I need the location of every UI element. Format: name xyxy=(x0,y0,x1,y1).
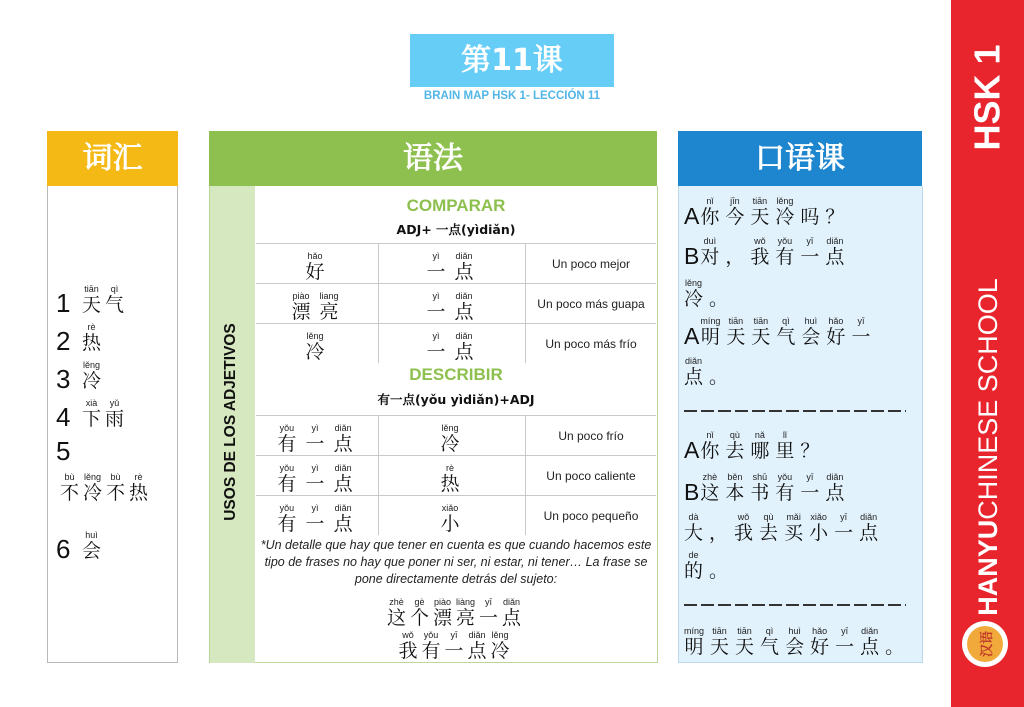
hanzi: 漂 xyxy=(432,607,452,629)
pinyin: diǎn xyxy=(503,597,521,607)
hanzi: 冷 xyxy=(490,640,510,662)
hanzi: 小 xyxy=(440,513,460,535)
hanzi: 一 xyxy=(800,246,820,268)
pinyin: wǒ xyxy=(754,236,766,246)
pinyin: yì xyxy=(311,503,319,513)
grammar-header: 语法 xyxy=(209,131,657,186)
hanzi: 明 xyxy=(700,326,720,348)
dialogue-line xyxy=(684,472,850,504)
hanzi: 一 xyxy=(305,473,325,495)
hanzi: 会 xyxy=(785,636,805,658)
pinyin: yī xyxy=(485,597,493,607)
hanzi: 热 xyxy=(440,473,460,495)
hanzi: 点 xyxy=(333,473,353,495)
hanzi: 点 xyxy=(825,482,845,504)
hanzi: 去 xyxy=(725,440,745,462)
lesson-title: 第11课 xyxy=(410,34,614,87)
pinyin: lěng xyxy=(685,278,703,288)
logo-text: 汉语 xyxy=(967,626,1003,662)
pinyin: yì xyxy=(432,251,440,261)
pinyin: yǔ xyxy=(109,398,120,408)
dialogue-line xyxy=(684,512,884,544)
ruby-char xyxy=(105,398,124,430)
hanzi: 我 xyxy=(398,640,418,662)
pinyin: yī xyxy=(857,316,865,326)
dialogue-line xyxy=(684,196,850,228)
vocab-item xyxy=(56,322,105,354)
hanzi: 有 xyxy=(277,513,297,535)
youyidian-cell xyxy=(256,496,379,536)
hanzi: 点 xyxy=(467,640,487,662)
pinyin: rè xyxy=(134,472,143,482)
hanzi: 点 xyxy=(825,246,845,268)
hanzi: 有 xyxy=(277,433,297,455)
pinyin: hǎo xyxy=(828,316,844,326)
dashed-divider xyxy=(684,604,906,606)
hanzi: 明 xyxy=(684,636,704,658)
pinyin: dà xyxy=(688,512,699,522)
hanzi: 冷 xyxy=(305,341,325,363)
adj-cell xyxy=(256,244,379,284)
hanzi: 一 xyxy=(444,640,464,662)
pinyin: liang xyxy=(319,291,339,301)
vocab-item xyxy=(56,360,105,392)
hanzi: 一 xyxy=(800,482,820,504)
pinyin: qì xyxy=(765,626,774,636)
example-sentence xyxy=(256,630,656,662)
adj-cell xyxy=(256,284,379,324)
translation-cell: Un poco pequeño xyxy=(526,496,657,536)
hanzi: 会 xyxy=(82,540,102,562)
pinyin: wǒ xyxy=(737,512,750,522)
pinyin: diǎn xyxy=(826,472,844,482)
ruby-char xyxy=(83,472,102,504)
dialogue-line xyxy=(684,316,876,348)
pinyin: yì xyxy=(311,423,319,433)
hanzi: 一 xyxy=(834,522,854,544)
pinyin: lěng xyxy=(776,196,794,206)
hanzi: 有 xyxy=(421,640,441,662)
pinyin: qì xyxy=(110,284,119,294)
compare-title: COMPARAR xyxy=(406,196,506,215)
pinyin: hǎo xyxy=(812,626,828,636)
pinyin: diǎn xyxy=(685,356,703,366)
dialogue-line xyxy=(684,356,734,388)
hanzi: 买 xyxy=(784,522,804,544)
dialogue-line xyxy=(684,278,734,310)
translation-cell: Un poco mejor xyxy=(526,244,657,284)
pinyin: běn xyxy=(727,472,743,482)
translation-cell: Un poco caliente xyxy=(526,456,657,496)
pinyin: bù xyxy=(110,472,121,482)
pinyin: yī xyxy=(806,236,814,246)
yidian-cell xyxy=(379,324,526,364)
translation-cell: Un poco frío xyxy=(526,416,657,456)
school-name-bold: HANYU xyxy=(973,519,1003,616)
pinyin: diǎn xyxy=(334,423,352,433)
hanzi: 这 xyxy=(386,607,406,629)
hanzi: ， xyxy=(709,522,729,544)
pinyin: qù xyxy=(729,430,740,440)
hanzi: 吗 xyxy=(800,206,820,228)
pinyin: wǒ xyxy=(402,630,414,640)
pinyin: yī xyxy=(841,626,849,636)
vocab-item xyxy=(56,530,105,562)
pinyin: hǎo xyxy=(307,251,323,261)
youyidian-cell xyxy=(256,456,379,496)
pinyin: mǎi xyxy=(786,512,801,522)
pinyin: xiǎo xyxy=(441,503,459,513)
vocab-item xyxy=(56,398,128,430)
hanzi: 点 xyxy=(502,607,522,629)
ruby-char xyxy=(129,472,148,504)
adj-cell xyxy=(379,496,526,536)
pinyin: liàng xyxy=(456,597,476,607)
hanzi: 亮 xyxy=(456,607,476,629)
pinyin: tiān xyxy=(728,316,744,326)
ruby-char xyxy=(82,322,101,354)
vocab-number: 5 xyxy=(56,436,71,466)
hanzi: 天 xyxy=(710,636,730,658)
describe-title: DESCRIBIR xyxy=(409,365,503,384)
pinyin: diǎn xyxy=(861,626,879,636)
pinyin: piào xyxy=(433,597,451,607)
pinyin: diǎn xyxy=(860,512,878,522)
school-logo-icon xyxy=(962,621,1008,667)
hanzi: 里 xyxy=(775,440,795,462)
describe-table xyxy=(256,415,656,535)
yidian-cell xyxy=(379,244,526,284)
vocab-item-chars xyxy=(60,472,152,504)
pinyin: lěng xyxy=(84,472,102,482)
hanzi: 今 xyxy=(725,206,745,228)
pinyin: tiān xyxy=(737,626,752,636)
speaker-label: A xyxy=(684,323,700,349)
hanzi: 。 xyxy=(709,366,729,388)
table-row xyxy=(256,416,656,456)
pinyin: tiān xyxy=(84,284,99,294)
hanzi: 热 xyxy=(129,482,149,504)
pinyin: nǐ xyxy=(706,430,714,440)
vocab-item xyxy=(56,284,128,316)
pinyin: qù xyxy=(763,512,774,522)
table-row xyxy=(256,284,656,324)
pinyin: xià xyxy=(85,398,98,408)
table-row xyxy=(256,496,656,536)
pinyin: huì xyxy=(788,626,801,636)
pinyin: diǎn xyxy=(334,503,352,513)
pinyin: yǒu xyxy=(279,423,295,433)
hanzi: 有 xyxy=(277,473,297,495)
hanzi: 对 xyxy=(700,246,720,268)
vocab-number: 1 xyxy=(56,288,71,318)
table-row xyxy=(256,244,656,284)
hanzi: 个 xyxy=(409,607,429,629)
hanzi: 天 xyxy=(82,294,102,316)
pinyin: rè xyxy=(445,463,454,473)
hanzi: 不 xyxy=(106,482,126,504)
pinyin: lěng xyxy=(306,331,324,341)
ruby-char xyxy=(82,360,101,392)
hanzi: 漂 xyxy=(291,301,311,323)
example-sentence xyxy=(256,597,656,629)
hanzi: 气 xyxy=(776,326,796,348)
hanzi: 下 xyxy=(82,408,102,430)
adj-cell xyxy=(379,416,526,456)
describe-formula: 有一点(yǒu yìdiǎn)+ADJ xyxy=(377,392,535,407)
grammar-note: *Un detalle que hay que tener en cuenta es que cuando hacemos este tipo de frases no hay que poner ni ser, ni estar, ni tener… La frase se pone directamente detrás del sujeto: xyxy=(260,538,652,586)
pinyin: yǒu xyxy=(279,463,295,473)
hanzi: 一 xyxy=(479,607,499,629)
hanzi: 好 xyxy=(826,326,846,348)
hanzi: 我 xyxy=(750,246,770,268)
hanzi: 热 xyxy=(82,332,102,354)
hanzi: 冷 xyxy=(775,206,795,228)
hanzi: 天 xyxy=(726,326,746,348)
ruby-char xyxy=(82,530,101,562)
hanzi: 。 xyxy=(885,636,905,658)
hanzi: 冷 xyxy=(82,370,102,392)
hanzi: 点 xyxy=(333,433,353,455)
hanzi: 书 xyxy=(750,482,770,504)
speaker-label: B xyxy=(684,479,700,505)
hanzi: 一 xyxy=(835,636,855,658)
hanzi: 去 xyxy=(759,522,779,544)
hanzi: 冷 xyxy=(440,433,460,455)
hanzi: 好 xyxy=(305,261,325,283)
hanzi: 一 xyxy=(426,301,446,323)
hanzi: 点 xyxy=(859,522,879,544)
pinyin: yī xyxy=(450,630,458,640)
pinyin: zhè xyxy=(389,597,404,607)
hanzi: 天 xyxy=(751,326,771,348)
dialogue-line xyxy=(684,550,734,582)
pinyin: yǒu xyxy=(777,236,793,246)
pinyin: shū xyxy=(752,472,768,482)
hanzi: 。 xyxy=(709,560,729,582)
hanzi: 点 xyxy=(860,636,880,658)
pinyin: nǐ xyxy=(706,196,714,206)
dashed-divider xyxy=(684,410,906,412)
vocab-number: 4 xyxy=(56,402,71,432)
hanzi: 天 xyxy=(735,636,755,658)
pinyin: diǎn xyxy=(455,331,473,341)
hanzi: 有 xyxy=(775,482,795,504)
compare-formula: ADJ+ 一点(yìdiǎn) xyxy=(396,222,516,237)
pinyin: yǒu xyxy=(423,630,439,640)
pinyin: nǎ xyxy=(754,430,765,440)
compare-table xyxy=(256,243,656,363)
hanzi: 点 xyxy=(454,341,474,363)
pinyin: yǒu xyxy=(777,472,793,482)
hanzi: 有 xyxy=(775,246,795,268)
pinyin: lěng xyxy=(491,630,509,640)
table-row xyxy=(256,324,656,364)
ruby-char xyxy=(105,284,124,316)
pinyin: yī xyxy=(806,472,814,482)
pinyin: tiān xyxy=(712,626,727,636)
hanzi: ？ xyxy=(825,206,845,228)
pinyin: diǎn xyxy=(455,251,473,261)
school-name-rest: CHINESE SCHOOL xyxy=(973,278,1003,520)
hanzi: 我 xyxy=(734,522,754,544)
translation-cell: Un poco más frío xyxy=(526,324,657,364)
pinyin: diǎn xyxy=(334,463,352,473)
translation-cell: Un poco más guapa xyxy=(526,284,657,324)
pinyin: zhè xyxy=(702,472,718,482)
hanzi: 你 xyxy=(700,440,720,462)
speaker-label: B xyxy=(684,243,700,269)
pinyin: piào xyxy=(292,291,310,301)
hanzi: 点 xyxy=(333,513,353,535)
table-row xyxy=(256,456,656,496)
hanzi: 点 xyxy=(454,261,474,283)
speaker-label: A xyxy=(684,203,700,229)
speaker-label: A xyxy=(684,437,700,463)
ruby-char xyxy=(82,398,101,430)
vocab-panel xyxy=(47,186,178,663)
hanzi: 一 xyxy=(305,513,325,535)
dialogue-line xyxy=(684,236,850,268)
hanzi: 不 xyxy=(60,482,80,504)
pinyin: de xyxy=(688,550,699,560)
oral-header: 口语课 xyxy=(678,131,922,186)
hanzi: 一 xyxy=(426,341,446,363)
youyidian-cell xyxy=(256,416,379,456)
pinyin: qì xyxy=(782,316,790,326)
hanzi: ？ xyxy=(800,440,820,462)
grammar-side-label: USOS DE LOS ADJETIVOS xyxy=(222,323,239,521)
hanzi: 。 xyxy=(709,288,729,310)
vocab-number: 6 xyxy=(56,534,71,564)
ruby-char xyxy=(106,472,125,504)
dialogue-line xyxy=(684,430,825,462)
pinyin: diǎn xyxy=(455,291,473,301)
vocab-number: 3 xyxy=(56,364,71,394)
hanzi: ， xyxy=(725,246,745,268)
hanzi: 一 xyxy=(305,433,325,455)
pinyin: jīn xyxy=(730,196,740,206)
pinyin: tiān xyxy=(753,316,769,326)
pinyin: tiān xyxy=(752,196,768,206)
pinyin: xiǎo xyxy=(810,512,827,522)
ruby-char xyxy=(82,284,101,316)
pinyin: yǒu xyxy=(279,503,295,513)
pinyin: diǎn xyxy=(826,236,844,246)
pinyin: bù xyxy=(64,472,75,482)
hanzi: 冷 xyxy=(684,288,704,310)
hanzi: 小 xyxy=(809,522,829,544)
hanzi: 哪 xyxy=(750,440,770,462)
adj-cell xyxy=(256,324,379,364)
pinyin: lǐ xyxy=(782,430,787,440)
hanzi: 气 xyxy=(760,636,780,658)
hanzi: 你 xyxy=(700,206,720,228)
hanzi: 亮 xyxy=(319,301,339,323)
hanzi: 天 xyxy=(750,206,770,228)
dialogue-line xyxy=(684,626,910,658)
hanzi: 会 xyxy=(801,326,821,348)
hsk-level-label: HSK 1 xyxy=(966,44,1008,151)
hanzi: 的 xyxy=(684,560,704,582)
hanzi: 点 xyxy=(454,301,474,323)
hanzi: 气 xyxy=(105,294,125,316)
adj-cell xyxy=(379,456,526,496)
pinyin: lěng xyxy=(83,360,101,370)
ruby-char xyxy=(60,472,79,504)
yidian-cell xyxy=(379,284,526,324)
school-name xyxy=(971,257,1005,637)
vocab-header: 词汇 xyxy=(47,131,178,186)
pinyin: huì xyxy=(85,530,98,540)
pinyin: lěng xyxy=(441,423,459,433)
pinyin: yì xyxy=(432,291,440,301)
hanzi: 冷 xyxy=(83,482,103,504)
hanzi: 一 xyxy=(851,326,871,348)
pinyin: yì xyxy=(432,331,440,341)
pinyin: yì xyxy=(311,463,319,473)
pinyin: huì xyxy=(804,316,818,326)
pinyin: duì xyxy=(703,236,717,246)
pinyin: míng xyxy=(700,316,721,326)
vocab-number: 2 xyxy=(56,326,71,356)
hanzi: 这 xyxy=(700,482,720,504)
hanzi: 好 xyxy=(810,636,830,658)
pinyin: rè xyxy=(87,322,96,332)
pinyin: yī xyxy=(840,512,848,522)
pinyin: míng xyxy=(684,626,705,636)
hanzi: 大 xyxy=(684,522,704,544)
hanzi: 一 xyxy=(426,261,446,283)
hanzi: 本 xyxy=(725,482,745,504)
pinyin: diǎn xyxy=(468,630,486,640)
hanzi: 雨 xyxy=(105,408,125,430)
lesson-subtitle: BRAIN MAP HSK 1- LECCIÓN 11 xyxy=(423,90,601,102)
vocab-item xyxy=(56,438,82,464)
hanzi: 点 xyxy=(684,366,704,388)
pinyin: gè xyxy=(414,597,425,607)
